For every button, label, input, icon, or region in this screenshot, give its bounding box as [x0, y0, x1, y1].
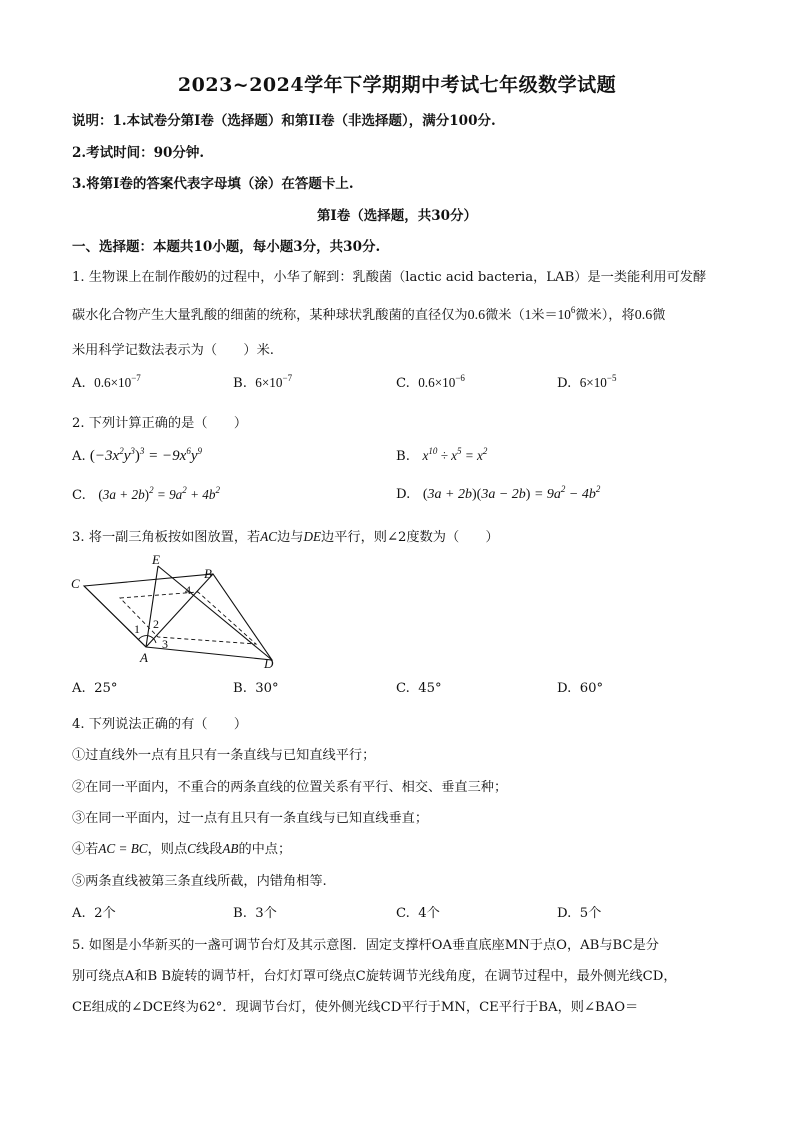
q3-ac: AC — [260, 529, 278, 544]
q1-eq-exp: 6 — [570, 305, 576, 315]
q1-value: 0.6 — [467, 308, 486, 323]
q4-s4-e: 的中点； — [238, 842, 292, 857]
option-label: B. — [233, 681, 247, 696]
label-a: A — [140, 650, 148, 665]
label-angle-2: 2 — [153, 617, 159, 631]
q3-de: DE — [303, 529, 322, 544]
q3-option-d[interactable] — [557, 681, 603, 696]
label-b: B — [204, 566, 212, 581]
option-label: A. — [72, 681, 86, 696]
q4-statement-5: ⑤两条直线被第三条直线所截，内错角相等. — [72, 874, 327, 889]
q1-line-2 — [72, 304, 665, 324]
option-label: B. — [396, 449, 410, 464]
q4-option-d[interactable] — [557, 902, 601, 921]
q4-s4-b: ，则点 — [147, 842, 188, 857]
q1-text-a: 碳水化合物产生大量乳酸的细菌的统称，某种球状乳酸菌的直径仅为 — [72, 308, 468, 323]
option-text: 45° — [418, 681, 442, 696]
option-text: 2个 — [94, 906, 116, 921]
q4-option-a[interactable] — [72, 902, 116, 921]
q3-option-c[interactable] — [396, 681, 442, 696]
q4-s4-eq: AC = BC — [98, 841, 148, 856]
option-exp: −7 — [282, 373, 293, 383]
label-c: C — [71, 576, 80, 591]
q4-statement-2: ②在同一平面内，不重合的两条直线的位置关系有平行、相交、垂直三种； — [72, 780, 508, 795]
option-label: C. — [396, 906, 410, 921]
option-exp: −6 — [455, 373, 465, 383]
option-label: B. — [233, 376, 247, 391]
edge-ab — [146, 574, 213, 647]
q3-text-b: 边与 — [277, 530, 304, 545]
q4-stem: 4. 下列说法正确的有（ ） — [72, 717, 248, 732]
option-exp: −7 — [131, 373, 141, 383]
q1-eq-left: 1米＝10 — [524, 307, 571, 322]
q3-option-a[interactable] — [72, 681, 117, 696]
label-e: E — [152, 552, 160, 567]
option-base: 6×10 — [255, 375, 283, 390]
q4-s4-a: ④若 — [72, 842, 99, 857]
q2-stem: 2. 下列计算正确的是（ ） — [72, 416, 248, 431]
q4-option-b[interactable] — [233, 902, 277, 921]
q1-text-b: 微米（ — [485, 308, 525, 323]
option-text: 4个 — [418, 906, 440, 921]
option-label: A. — [72, 449, 86, 464]
q1-value-2: 0.6 — [634, 308, 653, 323]
option-label: A. — [72, 906, 86, 921]
label-angle-1: 1 — [134, 622, 140, 636]
q1-text-d: 微 — [652, 308, 666, 323]
option-label: D. — [557, 681, 572, 696]
q5-line-2: 别可绕点A和B B旋转的调节杆，台灯灯罩可绕点C旋转调节光线角度，在调节过程中，最外侧光线CD， — [72, 969, 677, 984]
page-title: 2023~2024学年下学期期中考试七年级数学试题 — [177, 74, 617, 96]
q1-option-c[interactable] — [396, 375, 465, 391]
q4-statement-3: ③在同一平面内，过一点有且只有一条直线与已知直线垂直； — [72, 811, 429, 826]
q4-s4-c: C — [187, 841, 196, 856]
q1-line-3: 米用科学记数法表示为（ ）米. — [72, 343, 275, 358]
q3-option-b[interactable] — [233, 681, 279, 696]
q2-option-b-formula: $x^{10} \div x^5 = x^2$ — [422, 446, 488, 463]
label-angle-3: 3 — [162, 637, 168, 651]
q2-option-b[interactable] — [396, 448, 487, 464]
q2-option-c-formula: $(3a + 2b)^2 = 9a^2 + 4b^2$ — [98, 485, 220, 502]
label-d: D — [264, 656, 274, 670]
q3-triangle-figure — [70, 552, 290, 670]
label-angle-4: 4 — [185, 583, 191, 597]
option-label: C. — [396, 681, 410, 696]
option-base: 6×10 — [579, 375, 607, 390]
q5-line-1: 5. 如图是小华新买的一盏可调节台灯及其示意图．固定支撑杆OA垂直底座MN于点O，AB与BC是分 — [72, 938, 659, 953]
outer-triangle-outline — [84, 574, 272, 660]
option-label: A. — [72, 376, 86, 391]
section-heading: 一、选择题：本题共10小题，每小题3分，共30分. — [72, 239, 381, 255]
option-label: C. — [72, 488, 86, 503]
edge-ed — [158, 566, 272, 660]
q1-line-1: 1. 生物课上在制作酸奶的过程中，小华了解到：乳酸菌（lactic acid bacteria，LAB）是一类能利用可发酵 — [72, 270, 707, 285]
option-text: 30° — [255, 681, 279, 696]
q4-option-c[interactable] — [396, 902, 440, 921]
option-text: 5个 — [579, 906, 602, 921]
q2-option-a[interactable] — [72, 448, 202, 465]
section-title: 第I卷（选择题，共30分） — [316, 208, 478, 224]
q3-stem — [72, 526, 499, 545]
option-label: D. — [557, 376, 572, 391]
q1-option-b[interactable] — [233, 375, 292, 391]
edge-ca — [84, 586, 146, 647]
inner-dashed-outline — [120, 592, 256, 644]
q4-s4-ab: AB — [222, 841, 239, 856]
note-line-2: 2.考试时间：90分钟. — [72, 145, 205, 161]
option-label: C. — [396, 376, 410, 391]
q4-s4-d: 线段 — [195, 842, 223, 857]
q1-option-a[interactable] — [72, 375, 141, 391]
q2-option-d[interactable] — [396, 484, 601, 503]
option-text: 3个 — [255, 906, 277, 921]
option-label: B. — [233, 906, 247, 921]
q1-text-c: ），将 — [601, 308, 635, 323]
option-base: 0.6×10 — [94, 375, 132, 390]
option-text: 60° — [579, 681, 604, 696]
q2-option-c[interactable] — [72, 487, 220, 503]
q4-statement-1: ①过直线外一点有且只有一条直线与已知直线平行； — [72, 748, 376, 763]
option-label: D. — [557, 906, 572, 921]
note-line-1: 说明：1.本试卷分第I卷（选择题）和第II卷（非选择题），满分100分. — [72, 113, 496, 129]
option-label: D. — [396, 487, 411, 502]
option-base: 0.6×10 — [418, 375, 456, 390]
q2-option-a-formula: $(-3x^2y^3)^3 = -9x^6y^9$ — [89, 446, 202, 464]
option-text: 25° — [94, 681, 118, 696]
note-line-3: 3.将第I卷的答案代表字母填（涂）在答题卡上. — [72, 176, 354, 192]
q3-text-a: 3. 将一副三角板按如图放置，若 — [72, 530, 261, 545]
option-exp: −5 — [606, 373, 617, 383]
q5-line-3: CE组成的∠DCE终为62°．现调节台灯，使外侧光线CD平行于MN，CE平行于BA，则∠BAO＝ — [72, 1000, 639, 1015]
q1-option-d[interactable] — [557, 375, 616, 391]
q3-text-c: 边平行，则∠2度数为（ ） — [321, 530, 499, 545]
q1-eq-unit: 微米 — [575, 308, 602, 323]
q4-statement-4 — [72, 838, 291, 857]
q2-option-d-formula: $(3a + 2b)(3a - 2b) = 9a^2 - 4b^2$ — [422, 484, 601, 502]
edge-ea — [146, 566, 158, 647]
